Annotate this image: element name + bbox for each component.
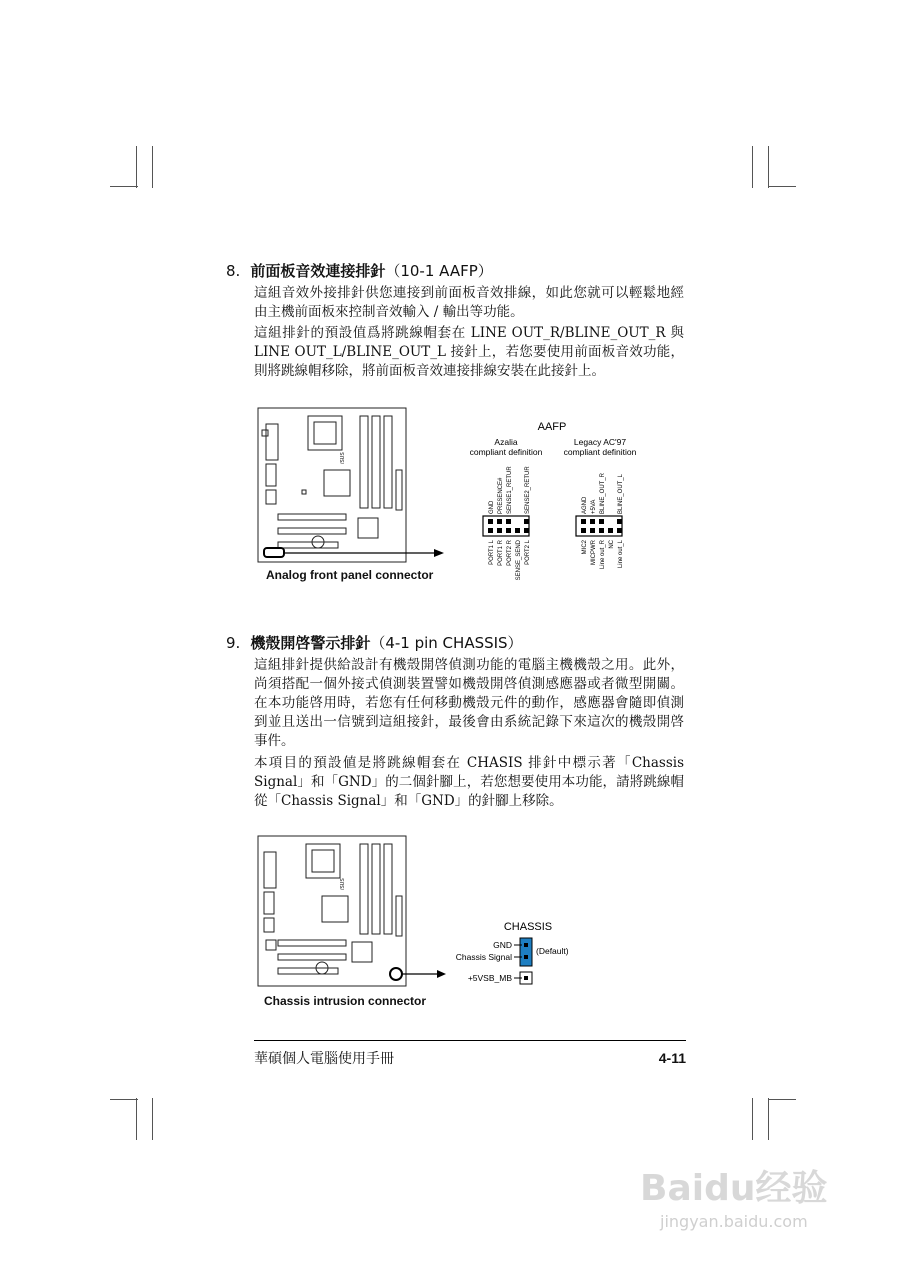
pin-label: SENSE2_RETUR	[525, 466, 531, 514]
chassis-title: CHASSIS	[503, 921, 553, 933]
pin-label: Line out_L	[618, 540, 624, 569]
crop-mark	[752, 146, 753, 188]
section-9-paragraph-1: 這組排針提供給設計有機殼開啓偵測功能的電腦主機機殼之用。此外，尚須搭配一個外接式偵測裝置譬如機殼開啓偵測感應器或者微型開關。在本功能啓用時，若您有任何移動機殼元件的動作，感應器會隨即偵測到並且送出一信號到這組接針，最後會由系統記錄下來這次的機殼開啓事件。	[254, 657, 684, 749]
pin-label: SENSE1_RETUR	[507, 466, 513, 514]
pin-label: SENSE_SEND	[516, 540, 522, 581]
pin-label: MICPWR	[591, 540, 597, 565]
section-title: 前面板音效連接排針	[250, 262, 386, 280]
pin-label: PORT1 R	[498, 540, 504, 566]
crop-mark	[768, 1099, 796, 1100]
pin	[524, 976, 528, 980]
azalia-label: Azalia	[494, 437, 518, 447]
pin-label-gnd: GND	[493, 940, 512, 950]
legacy-label: Legacy AC'97	[573, 437, 627, 447]
footer-rule	[254, 1040, 686, 1041]
section-8-heading	[226, 260, 696, 281]
watermark-brand: Baidu经验	[640, 1168, 828, 1209]
default-label: (Default)	[536, 946, 569, 956]
aafp-title: AAFP	[537, 421, 567, 433]
pin-label-5vsb: +5VSB_MB	[467, 973, 512, 983]
pin-label: PORT2 L	[525, 540, 531, 565]
crop-mark	[136, 1098, 137, 1140]
aafp-caption: Analog front panel connector	[266, 568, 434, 582]
section-number: 9.	[226, 634, 241, 652]
crop-mark	[110, 1099, 138, 1100]
section-8-paragraph-2: 這組排針的預設值爲將跳線帽套在 LINE OUT_R/BLINE_OUT_R 與 LINE OUT_L/BLINE_OUT_L 接針上，若您要使用前面板音效功能，則將跳線帽移除，將前面板音效連接排線安裝在此接針上。	[254, 325, 684, 379]
aafp-connector-highlight	[264, 548, 284, 557]
section-8-paragraph-1: 這組音效外接排針供您連接到前面板音效排線，如此您就可以輕鬆地經由主機前面板來控制音效輸入 / 輸出等功能。	[254, 285, 684, 320]
pin-label: NC	[609, 540, 615, 549]
crop-mark	[152, 146, 153, 188]
pin-label: AGND	[582, 496, 588, 514]
crop-mark	[768, 1098, 769, 1140]
legacy-bottom-pin-labels	[582, 539, 624, 569]
page-number: 4-11	[658, 1050, 686, 1066]
pin-label: +5VA	[591, 499, 597, 514]
asus-logo: /SUS	[340, 452, 346, 464]
chassis-caption: Chassis intrusion connector	[264, 994, 427, 1008]
section-9-paragraph-2: 本項目的預設値是將跳線帽套在 CHASIS 排針中標示著「Chassis Signal」和「GND」的二個針腳上，若您想要使用本功能，請將跳線帽從「Chassis Signal」和「GND」的針腳上移除。	[254, 755, 684, 809]
azalia-label-2: compliant definition	[469, 447, 543, 457]
arrow-head	[434, 549, 444, 557]
crop-mark	[768, 146, 769, 188]
jumper-cap-default	[520, 938, 532, 966]
crop-mark	[752, 1098, 753, 1140]
section-title: 機殼開啓警示排針	[250, 634, 371, 652]
azalia-bottom-pin-labels	[489, 539, 531, 580]
motherboard-outline	[258, 836, 406, 986]
pin-label: PORT1 L	[489, 540, 495, 565]
crop-mark	[768, 186, 796, 187]
legacy-pin-header	[576, 516, 622, 536]
pin-label: BLINE_OUT_L	[618, 473, 624, 514]
crop-mark	[136, 146, 137, 188]
pin	[524, 955, 528, 959]
arrow-head	[437, 970, 446, 978]
section-subtitle: （10-1 AAFP）	[385, 262, 493, 280]
pin-label-chassis-signal: Chassis Signal	[455, 952, 512, 962]
chassis-diagram	[240, 830, 600, 1000]
footer-title: 華碩個人電腦使用手冊	[254, 1051, 394, 1067]
pin-label: BLINE_OUT_R	[600, 472, 606, 514]
asus-logo: /SUS	[340, 878, 346, 890]
legacy-label-2: compliant definition	[563, 447, 637, 457]
motherboard-outline	[258, 408, 406, 562]
baidu-watermark	[640, 1160, 860, 1211]
watermark-url: jingyan.baidu.com	[660, 1212, 808, 1231]
legacy-top-pin-labels	[582, 472, 624, 514]
pin-label: PORT2 R	[507, 540, 513, 566]
pin-label: MIC2	[582, 540, 588, 555]
azalia-top-pin-labels	[489, 466, 531, 514]
chassis-connector-highlight	[390, 968, 402, 980]
pin-label: PRESENCE#	[498, 477, 504, 514]
crop-mark	[152, 1098, 153, 1140]
pin-label: GND	[489, 500, 495, 514]
section-number: 8.	[226, 262, 241, 280]
section-subtitle: （4-1 pin CHASSIS）	[370, 634, 523, 652]
pin	[524, 943, 528, 947]
azalia-pin-header	[483, 516, 529, 536]
pin-label: Line out_R	[600, 540, 606, 570]
crop-mark	[110, 186, 138, 187]
section-9-heading	[226, 632, 696, 653]
aafp-diagram	[240, 400, 660, 590]
